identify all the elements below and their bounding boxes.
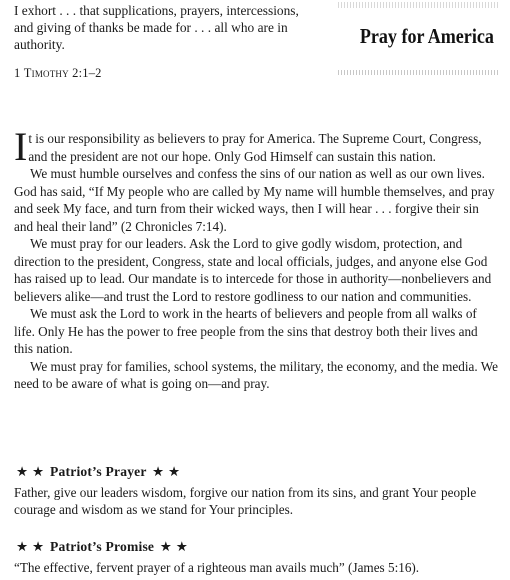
star-icon: ★ ★ <box>152 464 181 479</box>
star-icon: ★ ★ <box>16 464 45 479</box>
patriots-prayer-heading <box>14 463 498 481</box>
patriots-prayer-section <box>14 463 498 519</box>
decorative-texture-top <box>338 2 498 8</box>
page-title: Pray for America <box>359 24 494 48</box>
patriots-promise-text: “The effective, fervent prayer of a righteous man avails much” (James 5:16). <box>14 559 420 575</box>
title-block <box>338 0 498 82</box>
epigraph-reference <box>14 65 314 82</box>
epigraph-text: I exhort . . . that supplications, prayers, intercessions, and giving of thanks be made for . . . all who are in authority. <box>14 3 299 52</box>
decorative-texture-bottom <box>338 70 498 75</box>
patriots-promise-heading <box>14 538 498 556</box>
paragraph-2: We must humble ourselves and confess the sins of our nation as well as our own lives. God has said, “If My people who are called by My name will humble themselves, and pray and seek My face, and turn from their wicked ways, then I will hear . . . forgive their sin and heal their land” (2 Chronicles 7:14). <box>14 166 495 234</box>
paragraph-3: We must pray for our leaders. Ask the Lord to give godly wisdom, protection, and direction to the president, Congress, state and local officials, judges, and anyone else God has raised up to lead. Our mandate is to intercede for those in authority—nonbelievers and believers alike—and trust the Lord to restore godliness to our nation and communities. <box>14 236 492 304</box>
paragraph-5: We must pray for families, school systems, the military, the economy, and the media. We need to be aware of what is going on—and pray. <box>14 358 498 391</box>
reference-book-number: 1 <box>14 66 21 80</box>
patriots-promise-title: Patriot’s Promise <box>49 539 155 554</box>
body-text <box>14 124 498 393</box>
patriots-prayer-text: Father, give our leaders wisdom, forgive our nation from its sins, and grant Your people courage and wisdom as we stand for Your principles. <box>14 484 477 517</box>
paragraph-1 <box>14 124 498 169</box>
reference-verse: 2:1–2 <box>72 66 102 80</box>
star-icon: ★ ★ <box>16 539 45 554</box>
epigraph <box>14 2 314 82</box>
reference-book-name: Timothy <box>23 66 69 80</box>
patriots-prayer-title: Patriot’s Prayer <box>49 464 147 479</box>
paragraph-1-text: t is our responsibility as believers to pray for America. The Supreme Court, Congress, and the president are not our hope. Only God Himself can sustain this nation. <box>28 131 482 164</box>
paragraph-4: We must ask the Lord to work in the hearts of believers and people from all walks of life. Only He has the power to free people from the sins that destroy both their lives and this nation. <box>14 306 478 356</box>
star-icon: ★ ★ <box>159 539 189 554</box>
patriots-promise-section <box>14 538 498 576</box>
drop-cap: I <box>14 124 28 169</box>
